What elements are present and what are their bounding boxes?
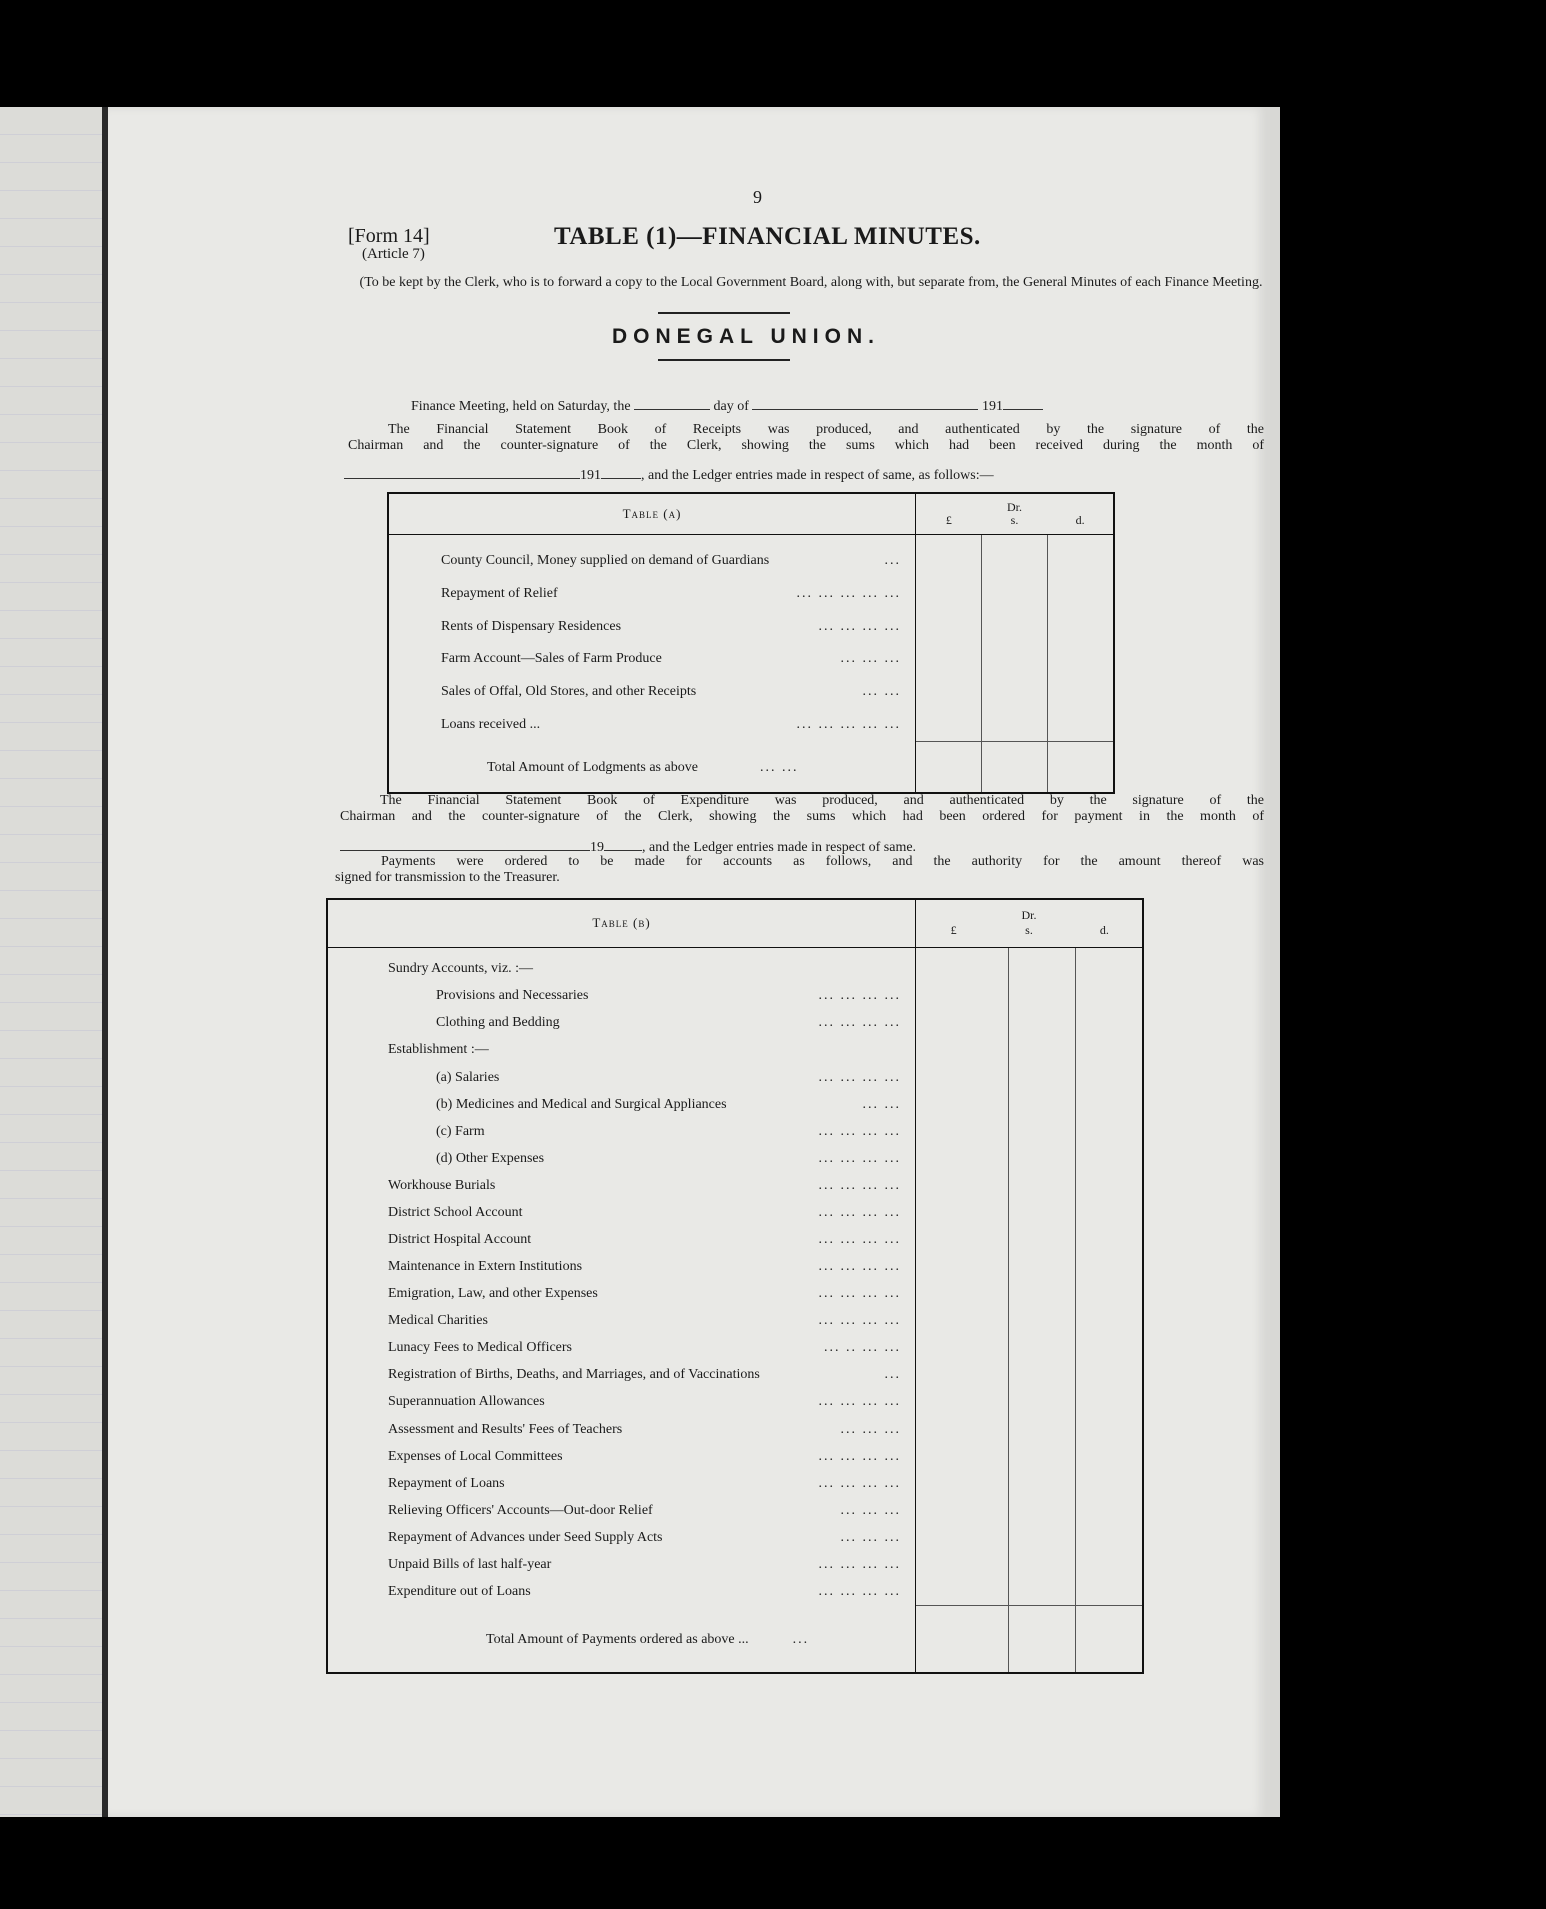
expenditure-row-label: Sundry Accounts, viz. :— (388, 961, 534, 977)
instruction-note: (To be kept by the Clerk, who is to forward a copy to the Local Government Board, along with, but separate from, the General Minutes of each Finance Meeting. (359, 275, 1263, 290)
payments-paragraph (335, 854, 1264, 886)
receipts-shillings-cell[interactable] (982, 676, 1048, 709)
expenditure-pence-cell[interactable] (1076, 1226, 1144, 1253)
receipts-row-label-cell (388, 676, 916, 709)
expenditure-row-label: District Hospital Account (388, 1232, 532, 1247)
receipts-total-shillings[interactable] (982, 742, 1048, 793)
expenditure-shillings-cell[interactable] (1009, 1416, 1076, 1443)
expenditure-row (327, 1226, 1143, 1253)
receipts-row-label: County Council, Money supplied on demand of Guardians (441, 552, 770, 568)
expenditure-row (327, 1335, 1143, 1362)
expenditure-row-label-cell (327, 1226, 916, 1253)
expenditure-row (327, 956, 1143, 983)
expenditure-row (327, 1308, 1143, 1335)
expenditure-row (327, 1091, 1143, 1118)
receipts-row-label-cell (388, 643, 916, 676)
expenditure-row (327, 1281, 1143, 1308)
expenditure-shillings-cell[interactable] (1009, 1443, 1076, 1470)
expenditure-pounds-cell[interactable] (916, 1091, 1009, 1118)
expenditure-row-dots: ... ... ... ... (818, 1448, 901, 1464)
receipts-shillings-cell[interactable] (982, 544, 1048, 577)
expenditure-pence-cell[interactable] (1076, 1389, 1144, 1416)
expenditure-shillings-cell[interactable] (1009, 1091, 1076, 1118)
document-page (108, 107, 1268, 1817)
page-title: TABLE (1)—FINANCIAL MINUTES. (554, 223, 981, 250)
expenditure-row (327, 1389, 1143, 1416)
receipts-line-2: Chairman and the counter-signature of the Clerk, showing the sums which had been received during the month of (348, 438, 1264, 453)
expenditure-row-label: Relieving Officers' Accounts—Out-door Relief (388, 1502, 653, 1518)
expenditure-row-dots: ... ... ... ... (818, 1556, 901, 1572)
receipts-year: 191 (580, 468, 601, 483)
receipts-total-pence[interactable] (1048, 742, 1115, 793)
expenditure-row-label: (b) Medicines and Medical and Surgical Appliances (436, 1096, 727, 1112)
expenditure-row-label: Establishment :— (388, 1042, 489, 1058)
expenditure-pence-cell[interactable] (1076, 1172, 1144, 1199)
expenditure-row-label-cell (327, 1172, 916, 1199)
expenditure-pence-cell[interactable] (1076, 1308, 1144, 1335)
meeting-year-field[interactable] (1003, 397, 1043, 410)
receipts-shillings-cell[interactable] (982, 643, 1048, 676)
expenditure-row-label-cell (327, 1335, 916, 1362)
receipts-row-dots: ... (884, 552, 901, 568)
expenditure-shillings-cell[interactable] (1009, 1199, 1076, 1226)
expenditure-table-body (327, 956, 1143, 1606)
meeting-day-field[interactable] (634, 397, 710, 410)
expenditure-row-label-cell (327, 1145, 916, 1172)
expenditure-shillings-cell[interactable] (1009, 1172, 1076, 1199)
receipts-row (388, 643, 1114, 676)
expenditure-pounds-cell[interactable] (916, 1172, 1009, 1199)
expenditure-line-2: Chairman and the counter-signature of the Clerk, showing the sums which had been ordered for payment in the month of (340, 809, 1264, 824)
receipts-row-label-cell (388, 544, 916, 577)
expenditure-pence-cell[interactable] (1076, 1335, 1144, 1362)
expenditure-row-label: Repayment of Loans (388, 1475, 505, 1491)
expenditure-dr-header (916, 899, 1144, 947)
expenditure-pounds-cell[interactable] (916, 1389, 1009, 1416)
receipts-pounds-cell[interactable] (916, 676, 982, 709)
meeting-month-field[interactable] (752, 397, 978, 410)
expenditure-pounds-cell[interactable] (916, 1362, 1009, 1389)
receipts-dr-label: Dr. (1007, 499, 1022, 514)
expenditure-row-label-cell (327, 1470, 916, 1497)
expenditure-shillings-cell[interactable] (1009, 1335, 1076, 1362)
expenditure-row (327, 1254, 1143, 1281)
expenditure-row-label-cell (327, 956, 916, 983)
expenditure-table-caption: Table (b) (327, 899, 916, 947)
receipts-row-label-cell (388, 709, 916, 742)
expenditure-row-label: Medical Charities (388, 1313, 488, 1329)
expenditure-pence-cell[interactable] (1076, 1362, 1144, 1389)
expenditure-pence-cell[interactable] (1076, 1145, 1144, 1172)
receipts-row (388, 577, 1114, 610)
expenditure-row-dots: ... ... ... ... (818, 1123, 901, 1139)
receipts-shillings-cell[interactable] (982, 577, 1048, 610)
receipts-pounds-cell[interactable] (916, 577, 982, 610)
expenditure-pounds-cell[interactable] (916, 1010, 1009, 1037)
expenditure-pounds-cell[interactable] (916, 983, 1009, 1010)
expenditure-pounds-cell[interactable] (916, 1335, 1009, 1362)
expenditure-pence-cell[interactable] (1076, 983, 1144, 1010)
union-title: DONEGAL UNION. (612, 325, 880, 348)
receipts-row (388, 544, 1114, 577)
page-edge (1268, 107, 1280, 1817)
expenditure-shillings-cell[interactable] (1009, 1470, 1076, 1497)
expenditure-shillings-cell[interactable] (1009, 1254, 1076, 1281)
expenditure-pounds-cell[interactable] (916, 1497, 1009, 1524)
pounds-header: £ (950, 923, 957, 938)
expenditure-row-label-cell (327, 1416, 916, 1443)
receipts-table-caption: Table (a) (388, 493, 916, 534)
shillings-header: s. (1010, 512, 1019, 527)
expenditure-year: 19 (590, 840, 604, 855)
expenditure-shillings-cell[interactable] (1009, 1118, 1076, 1145)
expenditure-row (327, 1578, 1143, 1605)
receipts-table (387, 492, 1115, 794)
receipts-line-3-text: , and the Ledger entries made in respect of same, as follows:— (641, 468, 994, 483)
expenditure-shillings-cell[interactable] (1009, 1308, 1076, 1335)
expenditure-pence-cell[interactable] (1076, 1091, 1144, 1118)
expenditure-row (327, 1037, 1143, 1064)
expenditure-row-label: District School Account (388, 1204, 523, 1220)
expenditure-row-dots: ... ... ... (840, 1421, 901, 1437)
expenditure-total-row (327, 1606, 916, 1673)
expenditure-row-label: Expenses of Local Committees (388, 1448, 563, 1464)
expenditure-pounds-cell[interactable] (916, 1199, 1009, 1226)
expenditure-row-label: Workhouse Burials (388, 1177, 496, 1193)
expenditure-pounds-cell[interactable] (916, 1281, 1009, 1308)
receipts-row-dots: ... ... ... ... (818, 618, 901, 634)
expenditure-row-label: Superannuation Allowances (388, 1394, 545, 1410)
expenditure-row-label-cell (327, 1281, 916, 1308)
receipts-row (388, 709, 1114, 742)
expenditure-pence-cell[interactable] (1076, 1416, 1144, 1443)
expenditure-shillings-cell[interactable] (1009, 1578, 1076, 1605)
expenditure-row-label: Maintenance in Extern Institutions (388, 1259, 583, 1275)
receipts-total-dots: ... ... (759, 759, 799, 775)
expenditure-row (327, 1497, 1143, 1524)
receipts-pence-cell[interactable] (1048, 643, 1115, 676)
receipts-paragraph (348, 422, 1264, 454)
pounds-header: £ (945, 512, 952, 527)
expenditure-row-label: Emigration, Law, and other Expenses (388, 1286, 598, 1302)
expenditure-pounds-cell[interactable] (916, 1118, 1009, 1145)
expenditure-row-dots: ... ... ... ... (818, 1475, 901, 1491)
expenditure-row (327, 1551, 1143, 1578)
expenditure-row (327, 1362, 1143, 1389)
expenditure-pounds-cell[interactable] (916, 1416, 1009, 1443)
page-number: 9 (753, 187, 762, 207)
expenditure-row-dots: ... .. ... ... (824, 1340, 901, 1356)
expenditure-shillings-cell[interactable] (1009, 1281, 1076, 1308)
receipts-pence-cell[interactable] (1048, 544, 1115, 577)
expenditure-shillings-cell[interactable] (1009, 1389, 1076, 1416)
expenditure-pence-cell[interactable] (1076, 1118, 1144, 1145)
expenditure-row (327, 1172, 1143, 1199)
expenditure-row-dots: ... ... ... ... (818, 1286, 901, 1302)
expenditure-row-dots: ... ... ... ... (818, 1584, 901, 1600)
expenditure-pounds-cell[interactable] (916, 1551, 1009, 1578)
expenditure-year-field[interactable] (604, 838, 642, 851)
expenditure-row-label: (a) Salaries (436, 1069, 500, 1085)
receipts-pounds-cell[interactable] (916, 544, 982, 577)
expenditure-line-3-text: , and the Ledger entries made in respect of same. (642, 840, 917, 855)
expenditure-row-label-cell (327, 1199, 916, 1226)
expenditure-row (327, 983, 1143, 1010)
expenditure-shillings-cell[interactable] (1009, 956, 1076, 983)
expenditure-pence-cell[interactable] (1076, 1578, 1144, 1605)
expenditure-row (327, 1199, 1143, 1226)
expenditure-pence-cell[interactable] (1076, 1254, 1144, 1281)
expenditure-row-dots: ... ... ... ... (818, 1069, 901, 1085)
receipts-row-label: Loans received ... (441, 717, 541, 733)
expenditure-pounds-cell[interactable] (916, 1578, 1009, 1605)
expenditure-shillings-cell[interactable] (1009, 1226, 1076, 1253)
receipts-row-dots: ... ... (862, 684, 901, 700)
expenditure-row-label: (d) Other Expenses (436, 1150, 545, 1166)
expenditure-row (327, 1524, 1143, 1551)
shillings-header: s. (1025, 923, 1033, 938)
expenditure-pence-cell[interactable] (1076, 1497, 1144, 1524)
receipts-total-pounds[interactable] (916, 742, 982, 793)
receipts-pounds-cell[interactable] (916, 709, 982, 742)
expenditure-shillings-cell[interactable] (1009, 1010, 1076, 1037)
receipts-row-label: Repayment of Relief (441, 585, 558, 601)
expenditure-pence-cell[interactable] (1076, 1524, 1144, 1551)
expenditure-shillings-cell[interactable] (1009, 983, 1076, 1010)
expenditure-pounds-cell[interactable] (916, 1254, 1009, 1281)
receipts-line-1: The Financial Statement Book of Receipts was produced, and authenticated by the signature of the (388, 422, 1264, 437)
pence-header: d. (1099, 923, 1109, 938)
expenditure-pence-cell[interactable] (1076, 1199, 1144, 1226)
expenditure-row-label: Lunacy Fees to Medical Officers (388, 1340, 573, 1356)
expenditure-row-dots: ... ... ... ... (818, 1259, 901, 1275)
expenditure-pence-cell[interactable] (1076, 1064, 1144, 1091)
expenditure-row-dots: ... ... ... ... (818, 1313, 901, 1329)
receipts-pence-cell[interactable] (1048, 676, 1115, 709)
receipts-row-label-cell (388, 610, 916, 643)
expenditure-row-label-cell (327, 1443, 916, 1470)
receipts-month-field[interactable] (344, 466, 580, 479)
expenditure-row-dots: ... ... ... ... (818, 1204, 901, 1220)
expenditure-pounds-cell[interactable] (916, 1064, 1009, 1091)
expenditure-pounds-cell[interactable] (916, 1226, 1009, 1253)
meeting-year: 191 (981, 399, 1003, 414)
expenditure-total-pounds[interactable] (916, 1606, 1009, 1673)
expenditure-shillings-cell[interactable] (1009, 1497, 1076, 1524)
article-label: (Article 7) (362, 246, 425, 262)
payments-line-1: Payments were ordered to be made for accounts as follows, and the authority for the amount thereof was (381, 854, 1264, 869)
expenditure-pounds-cell[interactable] (916, 1308, 1009, 1335)
receipts-pounds-cell[interactable] (916, 643, 982, 676)
expenditure-row (327, 1416, 1143, 1443)
expenditure-row-label: Unpaid Bills of last half-year (388, 1556, 552, 1572)
expenditure-total-pence[interactable] (1076, 1606, 1144, 1673)
expenditure-row-dots: ... ... ... ... (818, 988, 901, 1004)
expenditure-row-dots: ... ... ... (840, 1529, 901, 1545)
payments-line-2: signed for transmission to the Treasurer. (335, 870, 560, 885)
receipts-pence-cell[interactable] (1048, 709, 1115, 742)
expenditure-pence-cell[interactable] (1076, 1443, 1144, 1470)
expenditure-total-dots: ... (792, 1631, 810, 1647)
expenditure-row (327, 1443, 1143, 1470)
expenditure-row-label-cell (327, 1118, 916, 1145)
expenditure-table (326, 898, 1144, 1674)
expenditure-row-label-cell (327, 1578, 916, 1605)
expenditure-row-dots: ... (884, 1367, 901, 1383)
expenditure-pounds-cell[interactable] (916, 1443, 1009, 1470)
meeting-line (411, 397, 1043, 415)
expenditure-row-dots: ... ... ... ... (818, 1150, 901, 1166)
pence-header: d. (1075, 512, 1085, 527)
receipts-shillings-cell[interactable] (982, 709, 1048, 742)
receipts-row-dots: ... ... ... (840, 651, 901, 667)
receipts-row (388, 610, 1114, 643)
expenditure-row-label-cell (327, 1551, 916, 1578)
expenditure-row-label: Clothing and Bedding (436, 1015, 560, 1031)
receipts-row-label: Farm Account—Sales of Farm Produce (441, 651, 662, 667)
expenditure-row-label-cell (327, 1308, 916, 1335)
meeting-day-of: day of (713, 399, 749, 414)
expenditure-shillings-cell[interactable] (1009, 1145, 1076, 1172)
receipts-table-body (388, 544, 1114, 741)
expenditure-row-dots: ... ... ... ... (818, 1177, 901, 1193)
expenditure-paragraph (340, 793, 1264, 825)
expenditure-row-label-cell (327, 1037, 916, 1064)
expenditure-row-dots: ... ... (862, 1096, 901, 1112)
receipts-total-label: Total Amount of Lodgments as above (487, 759, 698, 775)
expenditure-shillings-cell[interactable] (1009, 1362, 1076, 1389)
expenditure-money-headers (916, 922, 1142, 938)
receipts-year-field[interactable] (601, 466, 641, 479)
receipts-row-dots: ... ... ... ... ... (796, 717, 901, 733)
expenditure-row-label-cell (327, 1091, 916, 1118)
expenditure-line-1: The Financial Statement Book of Expenditure was produced, and authenticated by the signature of the (380, 793, 1264, 808)
expenditure-total-shillings[interactable] (1009, 1606, 1076, 1673)
expenditure-pounds-cell[interactable] (916, 1470, 1009, 1497)
expenditure-pence-cell[interactable] (1076, 1470, 1144, 1497)
expenditure-row-label: (c) Farm (436, 1123, 485, 1139)
title-rule-bottom (658, 359, 790, 361)
facing-page (0, 107, 102, 1817)
expenditure-row (327, 1470, 1143, 1497)
expenditure-row-label: Provisions and Necessaries (436, 988, 589, 1004)
expenditure-row (327, 1118, 1143, 1145)
expenditure-row (327, 1010, 1143, 1037)
expenditure-row-dots: ... ... ... (840, 1502, 901, 1518)
receipts-pence-cell[interactable] (1048, 610, 1115, 643)
expenditure-row-label-cell (327, 1362, 916, 1389)
expenditure-pounds-cell[interactable] (916, 1037, 1009, 1064)
expenditure-pence-cell[interactable] (1076, 1281, 1144, 1308)
receipts-row (388, 676, 1114, 709)
expenditure-row-dots: ... ... ... ... (818, 1232, 901, 1247)
expenditure-shillings-cell[interactable] (1009, 1524, 1076, 1551)
form-label: [Form 14] (348, 225, 430, 247)
receipts-shillings-cell[interactable] (982, 610, 1048, 643)
expenditure-row-label-cell (327, 1497, 916, 1524)
title-rule-top (658, 312, 790, 314)
expenditure-shillings-cell[interactable] (1009, 1064, 1076, 1091)
receipts-row-label: Rents of Dispensary Residences (441, 618, 622, 634)
expenditure-row-label-cell (327, 1524, 916, 1551)
expenditure-row-label-cell (327, 983, 916, 1010)
expenditure-pence-cell[interactable] (1076, 1010, 1144, 1037)
expenditure-row-label: Registration of Births, Deaths, and Marriages, and of Vaccinations (388, 1367, 760, 1383)
expenditure-row-label: Expenditure out of Loans (388, 1584, 531, 1600)
expenditure-row-label: Assessment and Results' Fees of Teachers (388, 1421, 623, 1437)
expenditure-row-label-cell (327, 1254, 916, 1281)
expenditure-row-label-cell (327, 1010, 916, 1037)
receipts-row-label: Sales of Offal, Old Stores, and other Receipts (441, 684, 697, 700)
expenditure-shillings-cell[interactable] (1009, 1551, 1076, 1578)
receipts-pounds-cell[interactable] (916, 610, 982, 643)
receipts-line-3 (344, 466, 994, 484)
expenditure-pence-cell[interactable] (1076, 1551, 1144, 1578)
expenditure-pence-cell[interactable] (1076, 956, 1144, 983)
expenditure-row (327, 1145, 1143, 1172)
expenditure-total-label: Total Amount of Payments ordered as above ... (486, 1631, 749, 1647)
expenditure-row-dots: ... ... ... ... (818, 1015, 901, 1031)
receipts-pence-cell[interactable] (1048, 577, 1115, 610)
expenditure-row (327, 1064, 1143, 1091)
receipts-money-headers (916, 513, 1113, 527)
expenditure-row-dots: ... ... ... ... (818, 1394, 901, 1410)
expenditure-shillings-cell[interactable] (1009, 1037, 1076, 1064)
meeting-prefix: Finance Meeting, held on Saturday, the (411, 399, 631, 414)
receipts-row-dots: ... ... ... ... ... (796, 585, 901, 601)
receipts-total-row (388, 742, 916, 793)
expenditure-pence-cell[interactable] (1076, 1037, 1144, 1064)
expenditure-pounds-cell[interactable] (916, 956, 1009, 983)
receipts-dr-header (916, 493, 1115, 534)
expenditure-pounds-cell[interactable] (916, 1145, 1009, 1172)
expenditure-month-field[interactable] (340, 838, 590, 851)
receipts-row-label-cell (388, 577, 916, 610)
expenditure-row-label: Repayment of Advances under Seed Supply Acts (388, 1529, 663, 1545)
expenditure-pounds-cell[interactable] (916, 1524, 1009, 1551)
expenditure-row-label-cell (327, 1064, 916, 1091)
expenditure-row-label-cell (327, 1389, 916, 1416)
expenditure-dr-label: Dr. (1021, 908, 1037, 923)
